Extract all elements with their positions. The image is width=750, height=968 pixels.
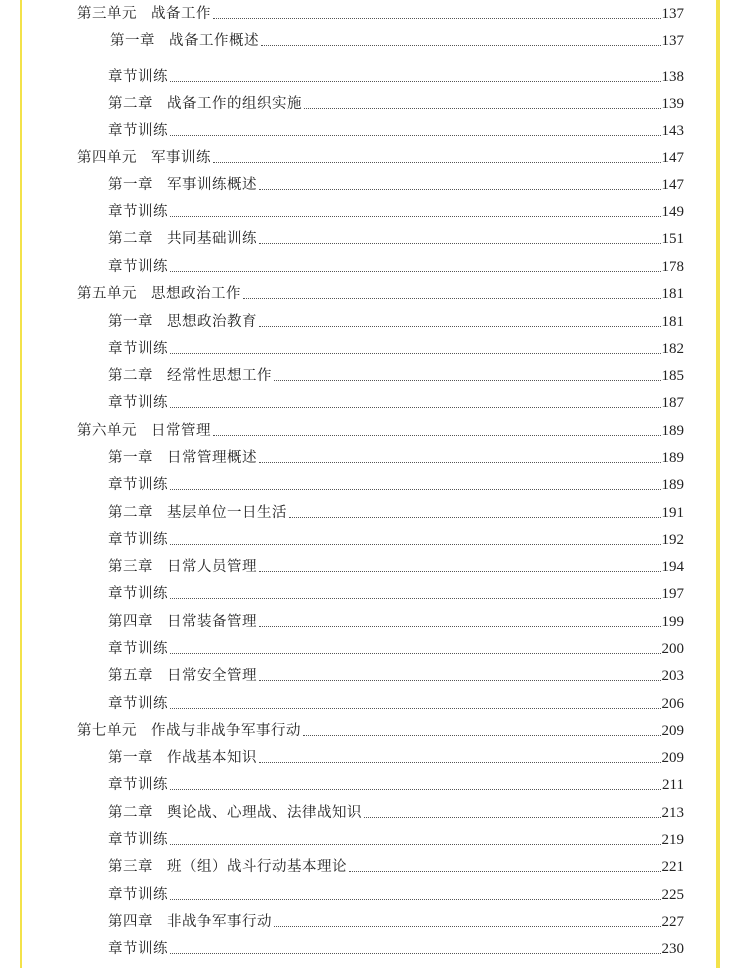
toc-entry-title: 章节训练 [108, 395, 168, 411]
toc-entry-label [108, 95, 302, 113]
toc-chapter-entry[interactable] [108, 176, 684, 194]
toc-entry-label [108, 230, 257, 248]
toc-entry-title: 章节训练 [108, 832, 168, 848]
toc-unit-entry[interactable] [77, 722, 684, 740]
toc-chapter-entry[interactable] [108, 804, 684, 822]
toc-page-number: 147 [661, 177, 684, 193]
dot-leader [274, 925, 661, 927]
toc-page-number: 203 [661, 668, 684, 684]
toc-entry-label [108, 476, 168, 494]
toc-entry-label [108, 531, 168, 549]
toc-page-number: 181 [661, 286, 684, 302]
toc-page-number: 147 [661, 150, 684, 166]
toc-page-number: 192 [661, 532, 684, 548]
dot-leader [259, 461, 661, 463]
toc-page-number: 151 [661, 231, 684, 247]
dot-leader [170, 952, 661, 954]
toc-entry-title: 舆论战、心理战、法律战知识 [167, 805, 362, 821]
toc-entry-label [77, 722, 301, 740]
toc-chapter-entry[interactable] [108, 613, 684, 631]
toc-entry-label [108, 258, 168, 276]
toc-entry-number: 第一章 [108, 177, 153, 193]
toc-entry-title: 日常管理概述 [167, 450, 257, 466]
toc-entry-title: 章节训练 [108, 586, 168, 602]
toc-chapter-entry[interactable] [108, 313, 684, 331]
dot-leader [170, 406, 661, 408]
toc-entry-label [108, 585, 168, 603]
toc-entry-title: 章节训练 [108, 259, 168, 275]
toc-entry-number: 第六单元 [77, 423, 137, 439]
toc-entry-title: 章节训练 [108, 641, 168, 657]
toc-page-number: 209 [661, 750, 684, 766]
dot-leader [170, 788, 661, 790]
toc-entry-title: 战备工作的组织实施 [167, 96, 302, 112]
toc-entry-label [108, 886, 168, 904]
toc-page-number: 206 [661, 696, 684, 712]
toc-page-number: 211 [662, 777, 684, 793]
toc-chapter-entry[interactable] [108, 776, 684, 794]
toc-entry-label [108, 776, 168, 794]
dot-leader [303, 734, 661, 736]
toc-entry-label [77, 5, 211, 23]
toc-entry-label [108, 940, 168, 958]
dot-leader [170, 134, 661, 136]
toc-entry-number: 第一章 [108, 314, 153, 330]
toc-entry-title: 章节训练 [108, 341, 168, 357]
dot-leader [259, 761, 661, 763]
dot-leader [170, 270, 661, 272]
toc-chapter-entry[interactable] [108, 95, 684, 113]
toc-entry-label [108, 913, 272, 931]
dot-leader [274, 379, 661, 381]
dot-leader [170, 543, 661, 545]
toc-entry-label [108, 558, 257, 576]
toc-entry-label [77, 422, 211, 440]
toc-chapter-entry[interactable] [108, 449, 684, 467]
toc-entry-title: 战备工作概述 [169, 33, 259, 49]
toc-entry-title: 章节训练 [108, 69, 168, 85]
toc-page-number: 225 [661, 887, 684, 903]
toc-entry-label [108, 340, 168, 358]
toc-entry-number: 第二章 [108, 231, 153, 247]
toc-page-number: 189 [661, 450, 684, 466]
toc-chapter-entry[interactable] [108, 886, 684, 904]
toc-entry-title: 日常安全管理 [167, 668, 257, 684]
toc-chapter-entry[interactable] [108, 640, 684, 658]
toc-page-number: 185 [661, 368, 684, 384]
dot-leader [170, 488, 661, 490]
toc-chapter-entry[interactable] [108, 340, 684, 358]
dot-leader [349, 870, 661, 872]
toc-page-number: 138 [661, 69, 684, 85]
dot-leader [170, 215, 661, 217]
toc-entry-label [77, 285, 241, 303]
toc-entry-number: 第五章 [108, 668, 153, 684]
toc-entry-title: 日常人员管理 [167, 559, 257, 575]
dot-leader [170, 597, 661, 599]
toc-entry-title: 非战争军事行动 [167, 914, 272, 930]
toc-entry-title: 作战基本知识 [167, 750, 257, 766]
dot-leader [170, 898, 661, 900]
toc-chapter-entry[interactable] [108, 831, 684, 849]
toc-entry-label [108, 203, 168, 221]
toc-entry-number: 第四章 [108, 614, 153, 630]
toc-entry-title: 班（组）战斗行动基本理论 [167, 859, 347, 875]
toc-page-number: 227 [661, 914, 684, 930]
toc-entry-number: 第二章 [108, 368, 153, 384]
toc-entry-title: 作战与非战争军事行动 [151, 723, 301, 739]
toc-entry-number: 第二章 [108, 505, 153, 521]
dot-leader [259, 242, 661, 244]
toc-entry-label [108, 640, 168, 658]
toc-entry-label [110, 32, 259, 50]
dot-leader [170, 652, 661, 654]
toc-entry-label [108, 122, 168, 140]
toc-page-number: 181 [661, 314, 684, 330]
toc-page-number: 219 [661, 832, 684, 848]
toc-page-number: 197 [661, 586, 684, 602]
dot-leader [170, 707, 661, 709]
toc-entry-number: 第三章 [108, 559, 153, 575]
toc-chapter-entry[interactable] [108, 940, 684, 958]
toc-chapter-entry[interactable] [108, 258, 684, 276]
toc-page-number: 221 [661, 859, 684, 875]
toc-chapter-entry[interactable] [108, 749, 684, 767]
dot-leader [243, 297, 661, 299]
toc-entry-title: 经常性思想工作 [167, 368, 272, 384]
toc-entry-number: 第二章 [108, 805, 153, 821]
dot-leader [259, 679, 661, 681]
toc-entry-title: 军事训练概述 [167, 177, 257, 193]
dot-leader [170, 80, 661, 82]
dot-leader [213, 434, 661, 436]
toc-entry-number: 第一章 [108, 450, 153, 466]
dot-leader [304, 107, 661, 109]
toc-chapter-entry[interactable] [108, 68, 684, 86]
toc-entry-title: 章节训练 [108, 123, 168, 139]
toc-entry-title: 日常管理 [151, 423, 211, 439]
toc-entry-label [108, 449, 257, 467]
dot-leader [170, 843, 661, 845]
toc-chapter-entry[interactable] [108, 667, 684, 685]
toc-entry-label [108, 831, 168, 849]
toc-page-number: 189 [661, 477, 684, 493]
toc-entry-number: 第三单元 [77, 6, 137, 22]
toc-entry-title: 章节训练 [108, 941, 168, 957]
toc-entry-label [108, 667, 257, 685]
toc-page-number: 194 [661, 559, 684, 575]
toc-entry-label [108, 313, 257, 331]
toc-entry-number: 第一章 [108, 750, 153, 766]
dot-leader [289, 516, 661, 518]
toc-chapter-entry[interactable] [108, 504, 684, 522]
dot-leader [261, 44, 661, 46]
toc-entry-title: 共同基础训练 [167, 231, 257, 247]
toc-page-number: 137 [661, 6, 684, 22]
toc-entry-title: 军事训练 [151, 150, 211, 166]
toc-page-number: 200 [661, 641, 684, 657]
toc-entry-number: 第四章 [108, 914, 153, 930]
toc-entry-title: 日常装备管理 [167, 614, 257, 630]
toc-entry-number: 第二章 [108, 96, 153, 112]
toc-entry-number: 第五单元 [77, 286, 137, 302]
toc-unit-entry[interactable] [77, 285, 684, 303]
toc-entry-number: 第七单元 [77, 723, 137, 739]
toc-chapter-entry[interactable] [108, 230, 684, 248]
toc-entry-title: 章节训练 [108, 477, 168, 493]
toc-chapter-entry[interactable] [108, 585, 684, 603]
toc-page-number: 149 [661, 204, 684, 220]
dot-leader [170, 352, 661, 354]
toc-entry-title: 章节训练 [108, 777, 168, 793]
toc-chapter-entry[interactable] [108, 531, 684, 549]
toc-entry-label [108, 68, 168, 86]
toc-entry-label [77, 149, 211, 167]
dot-leader [259, 188, 661, 190]
dot-leader [213, 17, 661, 19]
toc-page-number: 213 [661, 805, 684, 821]
toc-chapter-entry[interactable] [110, 32, 684, 50]
toc-chapter-entry[interactable] [108, 476, 684, 494]
toc-entry-label [108, 176, 257, 194]
toc-unit-entry[interactable] [77, 422, 684, 440]
toc-chapter-entry[interactable] [108, 394, 684, 412]
toc-chapter-entry[interactable] [108, 913, 684, 931]
toc-entry-label [108, 504, 287, 522]
toc-page-number: 230 [661, 941, 684, 957]
toc-page-number: 143 [661, 123, 684, 139]
toc-entry-label [108, 367, 272, 385]
toc-entry-title: 思想政治工作 [151, 286, 241, 302]
toc-chapter-entry[interactable] [108, 695, 684, 713]
toc-entry-number: 第三章 [108, 859, 153, 875]
toc-entry-title: 基层单位一日生活 [167, 505, 287, 521]
toc-chapter-entry[interactable] [108, 558, 684, 576]
toc-unit-entry[interactable] [77, 149, 684, 167]
toc-entry-label [108, 695, 168, 713]
toc-chapter-entry[interactable] [108, 367, 684, 385]
toc-unit-entry[interactable] [77, 5, 684, 23]
toc-entry-title: 章节训练 [108, 204, 168, 220]
toc-entry-number: 第一章 [110, 33, 155, 49]
toc-entry-title: 战备工作 [151, 6, 211, 22]
toc-page-number: 137 [661, 33, 684, 49]
toc-entry-label [108, 804, 362, 822]
dot-leader [259, 625, 661, 627]
toc-chapter-entry[interactable] [108, 858, 684, 876]
toc-entry-title: 思想政治教育 [167, 314, 257, 330]
toc-entry-title: 章节训练 [108, 887, 168, 903]
toc-page-number: 189 [661, 423, 684, 439]
toc-page-number: 209 [661, 723, 684, 739]
toc-entry-label [108, 858, 347, 876]
toc-entry-title: 章节训练 [108, 532, 168, 548]
dot-leader [259, 570, 661, 572]
toc-chapter-entry[interactable] [108, 203, 684, 221]
dot-leader [213, 161, 661, 163]
toc-entry-label [108, 613, 257, 631]
toc-page-number: 182 [661, 341, 684, 357]
toc-page-number: 191 [661, 505, 684, 521]
toc-page-number: 178 [661, 259, 684, 275]
toc-chapter-entry[interactable] [108, 122, 684, 140]
toc-entry-number: 第四单元 [77, 150, 137, 166]
toc-page-number: 187 [661, 395, 684, 411]
toc-page-number: 199 [661, 614, 684, 630]
dot-leader [259, 325, 661, 327]
dot-leader [364, 816, 661, 818]
toc-entry-label [108, 394, 168, 412]
toc-entry-label [108, 749, 257, 767]
toc-page-number: 139 [661, 96, 684, 112]
toc-entry-title: 章节训练 [108, 696, 168, 712]
